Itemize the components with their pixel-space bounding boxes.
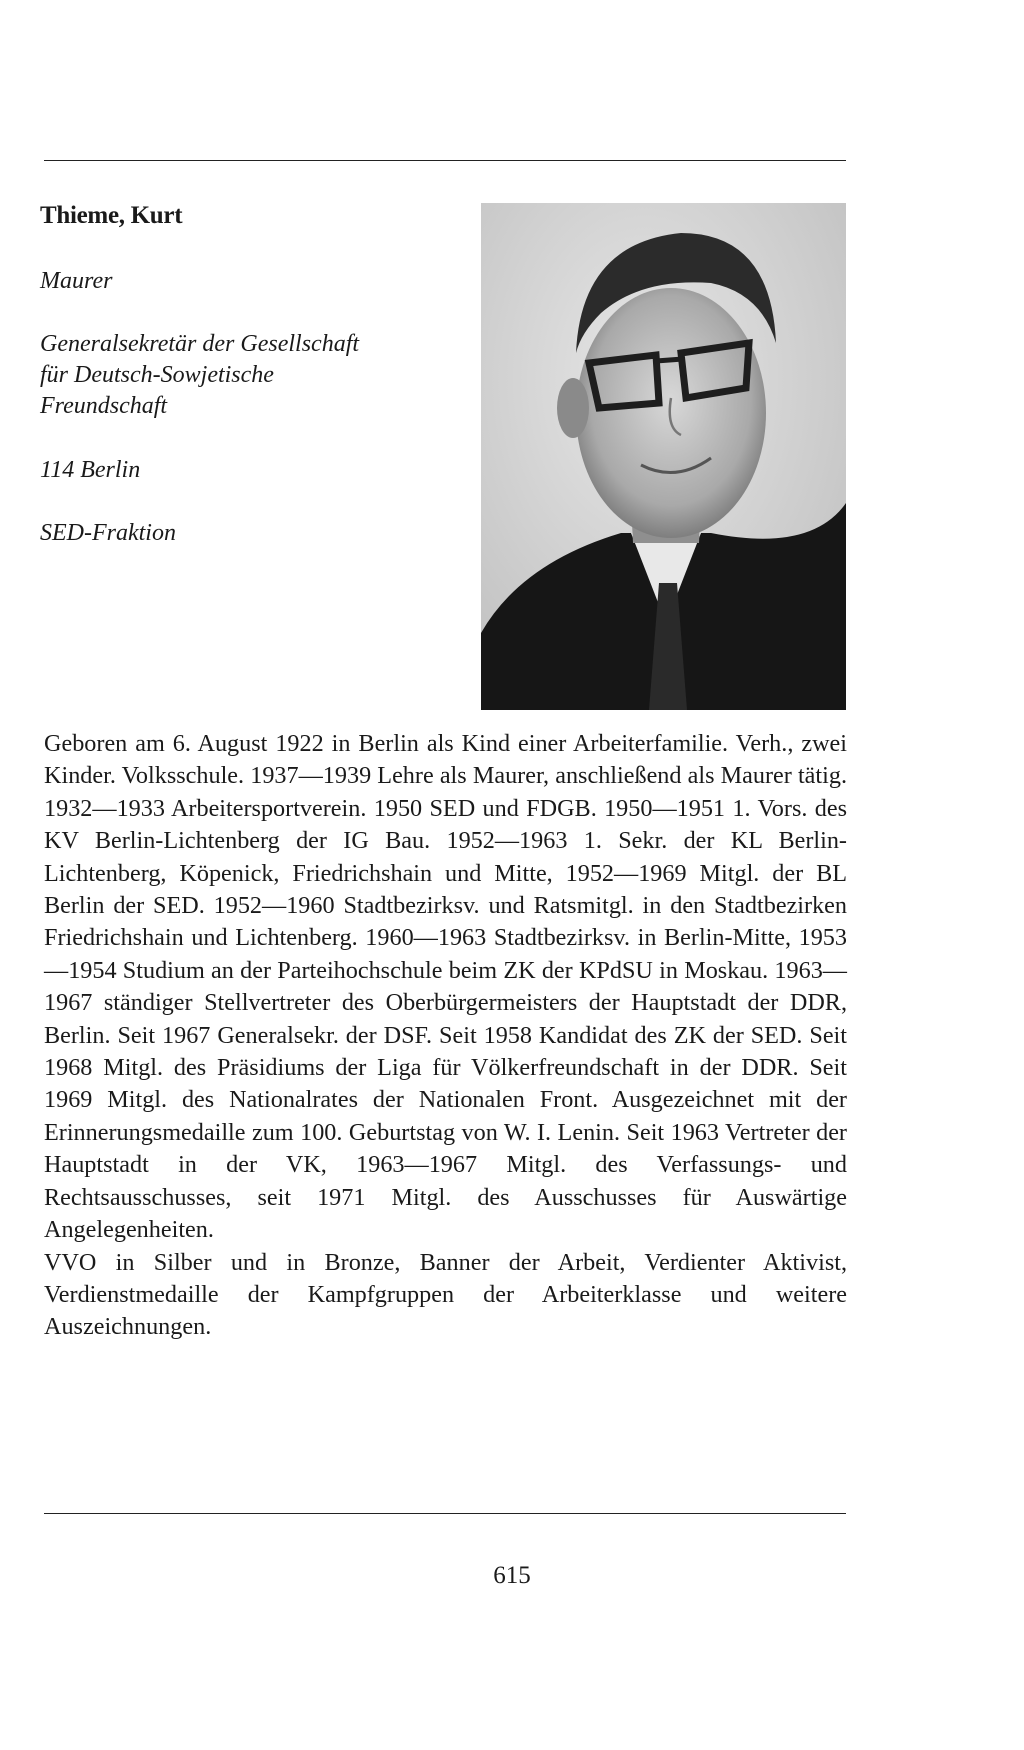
biography-paragraph: Geboren am 6. August 1922 in Berlin als Kind einer Arbeiterfamilie. Verh., zwei Kinder. Volksschule. 1937—1939 Lehre als Maurer, anschließend als Maurer tätig. 1932—1933 Arbeitersportverein. 1950 SED und FDGB. 1950—1951 1. Vors. des KV Berlin-Lichtenberg der IG Bau. 1952—1963 1. Sekr. der KL Berlin-Lichtenberg, Köpenick, Friedrichshain und Mitte, 1952—1969 Mitgl. der BL Berlin der SED. 1952—1960 Stadtbezirksv. und Ratsmitgl. in den Stadtbezirken Friedrichshain und Lichtenberg. 1960—1963 Stadtbezirksv. in Berlin-Mitte, 1953—1954 Studium an der Parteihochschule beim ZK der KPdSU in Moskau. 1963—1967 ständiger Stellvertreter des Oberbürgermeisters der Hauptstadt der DDR, Berlin. Seit 1967 Generalsekr. der DSF. Seit 1958 Kandidat des ZK der SED. Seit 1968 Mitgl. des Präsidiums der Liga für Völkerfreundschaft in der DDR. Seit 1969 Mitgl. des Nationalrates der Nationalen Front. Ausgezeichnet mit der Erinnerungsmedaille zum 100. Geburtstag von W. I. Lenin. Seit 1963 Vertreter der Hauptstadt in der VK, 1963—1967 Mitgl. des Verfassungs- und Rechtsausschusses, seit 1971 Mitgl. des Ausschusses für Auswärtige Angelegenheiten. xyxy=(44,730,847,1244)
page-number: 615 xyxy=(493,1562,531,1589)
top-divider xyxy=(44,160,846,161)
portrait-photo xyxy=(481,203,846,710)
person-name: Thieme, Kurt xyxy=(40,202,183,229)
footer-divider xyxy=(44,1513,846,1514)
position-line: Generalsekretär der Gesellschaft xyxy=(40,331,360,357)
location: 114 Berlin xyxy=(40,457,141,483)
position-line: für Deutsch-Sowjetische xyxy=(40,362,274,388)
occupation: Maurer xyxy=(40,268,113,294)
biography xyxy=(44,728,847,1344)
position-title xyxy=(40,329,440,422)
position-line: Freundschaft xyxy=(40,393,168,419)
faction: SED-Fraktion xyxy=(40,520,176,546)
biography-paragraph: VVO in Silber und in Bronze, Banner der Arbeit, Verdienter Aktivist, Verdienstmedaille der Kampfgruppen der Arbeiterklasse und weitere Auszeichnungen. xyxy=(44,1248,847,1341)
